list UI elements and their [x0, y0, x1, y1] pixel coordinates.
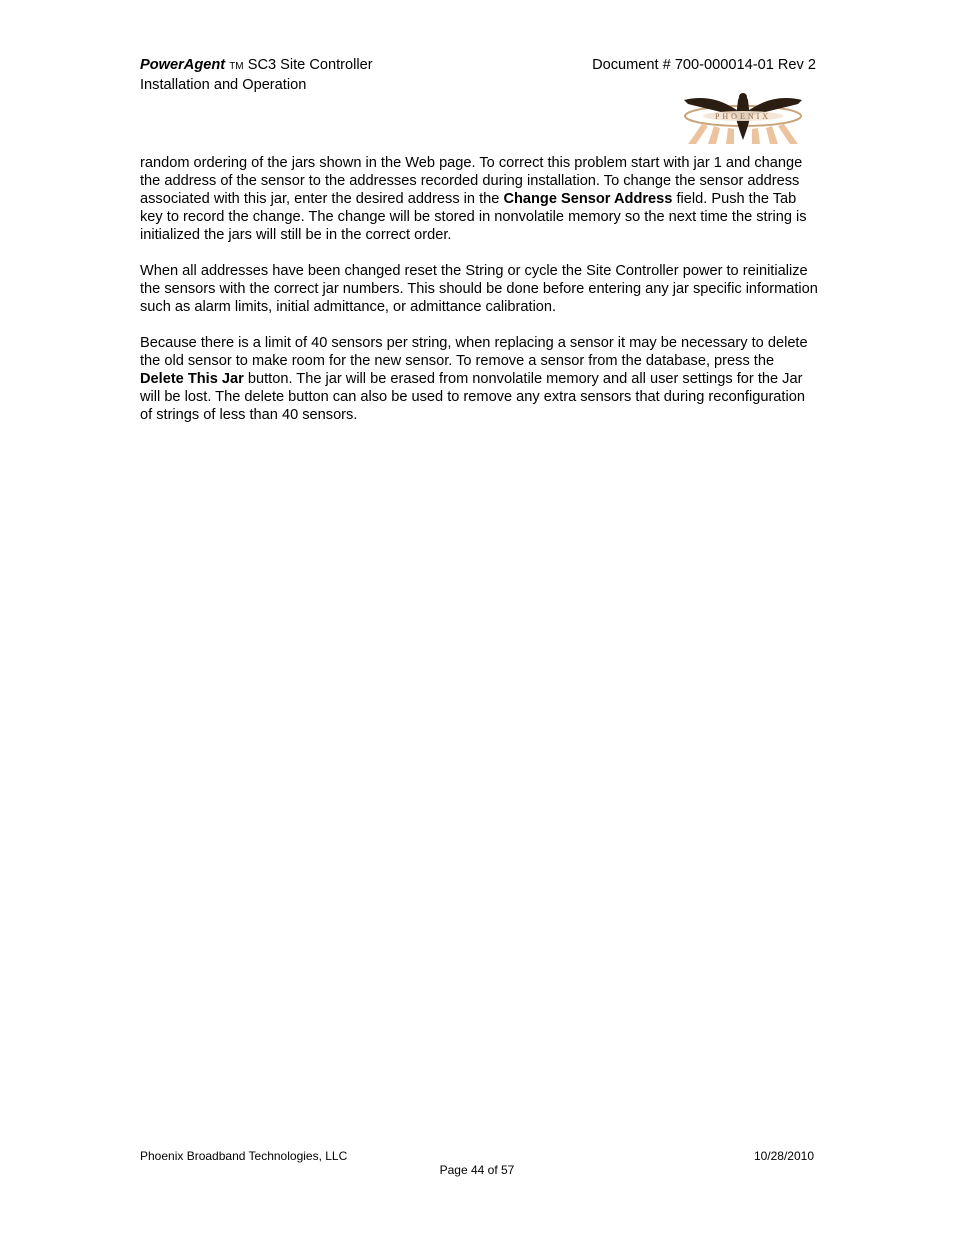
page-header-title	[140, 56, 373, 94]
body-content	[140, 154, 820, 442]
phoenix-bird-logo-icon	[682, 90, 804, 144]
logo-text: PHOENIX	[714, 112, 772, 121]
paragraph-3-text-end: button. The jar will be erased from nonvolatile memory and all user settings for the Jar will be lost. The delete button can also be used to remove any extra sensors that during reconfiguration of strings of less than 40 sensors.	[140, 371, 805, 423]
paragraph-1	[140, 154, 820, 244]
product-name: SC3 Site Controller	[243, 57, 373, 73]
paragraph-3	[140, 334, 820, 424]
paragraph-1-text-start: random ordering of the jars shown in the Web page. To correct this problem start with jar 1 and change the address of the sensor to the addresses recorded during installation. To change the sensor address associated with this jar, enter the desired address in the	[140, 155, 803, 207]
footer-date: 10/28/2010	[753, 1149, 814, 1163]
brand-name: PowerAgent	[140, 57, 226, 73]
paragraph-2: When all addresses have been changed reset the String or cycle the Site Controller power to reinitialize the sensors with the correct jar numbers. This should be done before entering any jar specific information such as alarm limits, initial admittance, or admittance calibration.	[140, 263, 818, 315]
paragraph-1-text-end: field. Push the Tab key to record the change. The change will be stored in nonvolatile memory so the next time the string is initialized the jars will still be in the correct order.	[140, 191, 807, 243]
change-sensor-address-term: Change Sensor Address	[503, 191, 673, 207]
header-subtitle: Installation and Operation	[140, 77, 307, 93]
page-number: Page 44 of 57	[439, 1163, 515, 1177]
document-number: Document # 700-000014-01 Rev 2	[592, 57, 816, 73]
trademark-mark: TM	[229, 61, 244, 72]
phoenix-logo	[682, 90, 804, 144]
paragraph-3-text-start: Because there is a limit of 40 sensors per string, when replacing a sensor it may be necessary to delete the old sensor to make room for the new sensor. To remove a sensor from the database, press the	[140, 335, 808, 369]
header-title-line	[140, 56, 373, 76]
footer-company: Phoenix Broadband Technologies, LLC	[140, 1149, 348, 1163]
delete-this-jar-term: Delete This Jar	[140, 371, 244, 387]
